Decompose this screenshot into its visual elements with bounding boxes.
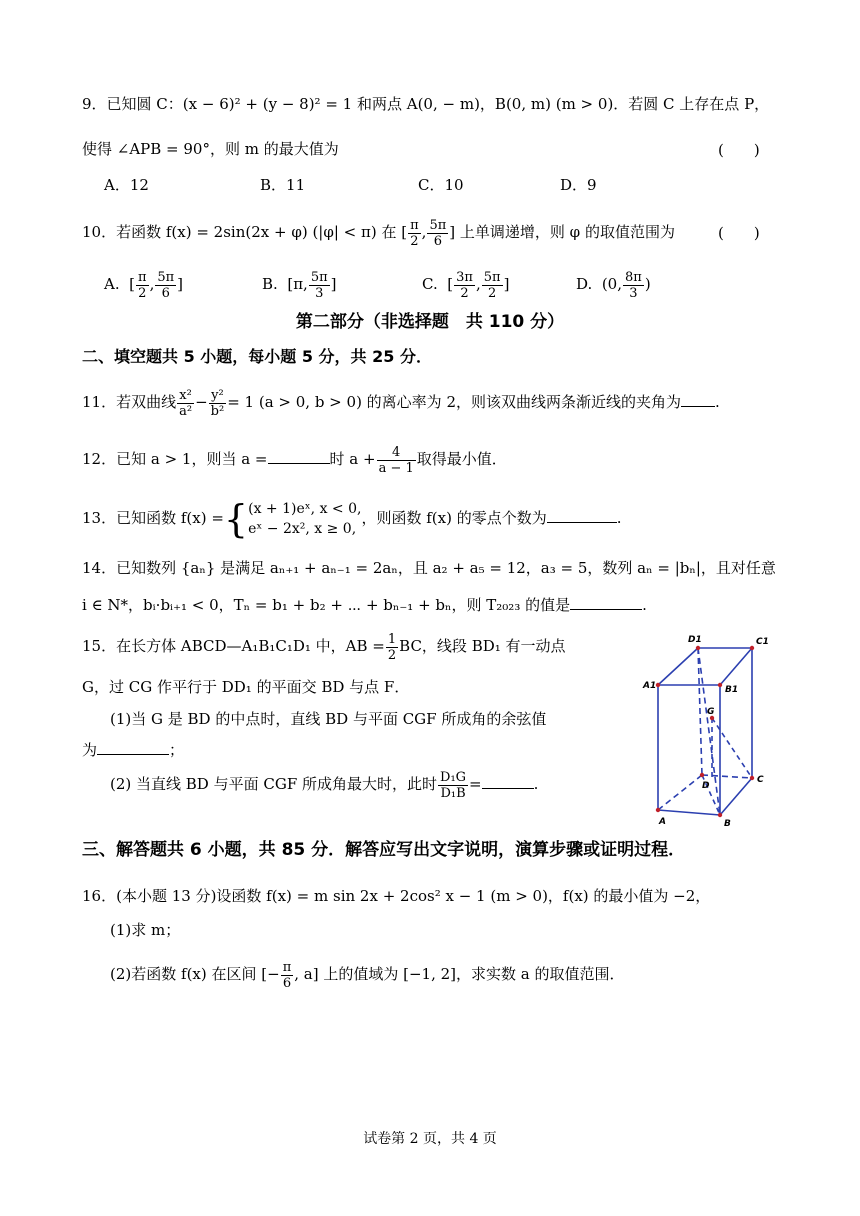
q10-option-c-n2: 5π [483, 269, 501, 285]
q15-sub2-pre: (2) 当直线 BD 与平面 CGF 所成角最大时，此时 [110, 775, 438, 793]
q10-option-a-d2: 6 [161, 285, 170, 301]
q15-sub2-frac [438, 770, 468, 801]
q13-brace: { [223, 497, 249, 541]
q10-option-b-pre: [π, [287, 275, 308, 293]
q16-sub2-frac [281, 960, 294, 991]
q11-suffix: = 1 (a > 0, b > 0) 的离心率为 2，则该双曲线两条渐近线的夹角为 [227, 393, 681, 411]
q13-suffix: ，则函数 f(x) 的零点个数为 [361, 509, 547, 527]
q10-option-a-label: A. [104, 275, 120, 293]
q15-sub2-answer-blank[interactable] [482, 774, 534, 789]
edge-a-d [658, 775, 702, 810]
label-d: D [702, 781, 710, 791]
q10-option-b-post: ] [330, 275, 337, 293]
q10-option-d-pre: (0, [601, 275, 622, 293]
q15-sub2-frac-den: D₁B [440, 785, 466, 801]
point-c1 [750, 646, 754, 650]
edge-d1-d [698, 648, 702, 775]
q9-option-b: B．11 [260, 176, 306, 194]
q12-prefix: 12．已知 a > 1，则当 a = [82, 450, 268, 468]
q9-option-d: D．9 [560, 176, 597, 194]
q10-prefix: 10．若函数 f(x) = 2sin(2x + φ) (|φ| < π) 在 [ [82, 223, 408, 241]
q10-option-c-n1: 3π [456, 269, 473, 285]
q13-stem [82, 494, 622, 542]
label-a1: A1 [643, 681, 657, 691]
q13-end: . [616, 509, 622, 527]
edge-a-b [658, 810, 720, 815]
part2-title: 第二部分（非选择题 共 110 分） [295, 312, 565, 332]
q12-stem [82, 437, 507, 481]
label-b1: B1 [725, 685, 739, 695]
q11-prefix: 11．若双曲线 [82, 393, 177, 411]
q16-sub2-frac-num: π [282, 959, 292, 975]
edge-b-c [720, 778, 752, 815]
q10-interval-b [427, 218, 448, 249]
q13-cases [248, 499, 361, 539]
q10-option-c-pre: [ [447, 275, 454, 293]
page-footer: 试卷第 2 页，共 4 页 [363, 1131, 497, 1147]
q10-option-d-n: 8π [624, 269, 642, 285]
q10-option-c-frac1 [454, 270, 475, 301]
edge-b1-c1 [720, 648, 752, 685]
q10-option-c-post: ] [503, 275, 510, 293]
q16-sub1: (1)求 m； [110, 921, 181, 939]
q13-prefix: 13．已知函数 f(x) = [82, 509, 224, 527]
q10-option-a-pre: [ [129, 275, 136, 293]
q16-sub2-frac-den: 6 [282, 975, 292, 991]
q12-frac-den: a − 1 [378, 460, 414, 476]
q10-answer-bracket: ( ) [718, 224, 760, 242]
q10-option-d-label: D. [576, 275, 593, 293]
q10-option-d-d: 3 [629, 285, 638, 301]
point-a [656, 808, 660, 812]
q10-option-c-d1: 2 [460, 285, 469, 301]
q11-frac1-num: x² [177, 388, 194, 404]
label-g: G [707, 707, 715, 717]
label-a: A [659, 817, 666, 827]
q15-line1 [82, 626, 566, 666]
q11-frac2 [209, 388, 227, 419]
q10-option-d-post: ) [644, 275, 651, 293]
label-c: C [757, 775, 764, 785]
label-c1: C1 [756, 637, 769, 647]
q11-end: . [715, 393, 720, 411]
q10-option-b-n: 5π [310, 269, 328, 285]
q15-sub1-answer-blank[interactable] [97, 740, 169, 755]
q9-line1: 9．已知圆 C：(x − 6)² + (y − 8)² = 1 和两点 A(0, − m)，B(0, m) (m > 0)．若圆 C 上存在点 P， [82, 95, 770, 113]
q10-interval-b-den: 6 [433, 233, 442, 249]
q10-option-c-frac2 [482, 270, 503, 301]
point-b1 [718, 683, 722, 687]
q9-option-a: A．12 [104, 176, 149, 194]
q15-sub1-end: ； [169, 741, 185, 759]
point-d [700, 773, 704, 777]
cuboid-figure [640, 630, 790, 830]
point-d1 [696, 646, 700, 650]
q10-interval-a-den: 2 [410, 233, 419, 249]
q10-option-b-label: B. [262, 275, 278, 293]
q16-line1: 16．(本小题 13 分)设函数 f(x) = m sin 2x + 2cos² x − 1 (m > 0)，f(x) 的最小值为 −2， [82, 887, 711, 905]
q13-case2: eˣ − 2x², x ≥ 0, [248, 521, 357, 537]
q12-frac [377, 445, 416, 476]
q15-sub1-line2 [82, 740, 184, 760]
q10-option-c-label: C. [422, 275, 438, 293]
q10-option-c-d2: 2 [488, 285, 497, 301]
q15-frac [386, 632, 398, 663]
q11-frac1-den: a² [179, 403, 193, 419]
q12-mid: 时 a + [329, 450, 376, 468]
q15-sub2-end: . [533, 775, 539, 793]
q10-interval-b-num: 5π [429, 217, 447, 233]
q10-option-b [262, 264, 337, 304]
q12-answer-blank[interactable] [268, 449, 330, 464]
edge-a1-d1 [658, 648, 698, 685]
q15-sub1-prefix: 为 [82, 741, 98, 759]
q10-stem: 10．若函数 f(x) = 2sin(2x + φ) (|φ| < π) 在 [ $\frac{\pi}{2}$ , $\frac{5\pi}{6}$ ] 上单调递增，则 φ 的取值范围为 [82, 217, 675, 249]
q10-option-d [576, 264, 651, 304]
q10-option-a-n1: π [138, 269, 147, 285]
point-a1 [656, 683, 660, 687]
q10-option-a-post: ] [177, 275, 184, 293]
q10-interval-a [408, 218, 421, 249]
q14-end: . [642, 596, 647, 614]
q10-option-a-frac1 [136, 270, 149, 301]
q13-case1: (x + 1)eˣ, x < 0, [248, 501, 362, 517]
q11-stem [82, 380, 720, 424]
label-b: B [724, 819, 731, 829]
q15-line1-post: BC，线段 BD₁ 有一动点 [399, 637, 566, 655]
q9-line2: 使得 ∠APB = 90°，则 m 的最大值为 [82, 140, 339, 158]
segment-g-c [712, 718, 752, 778]
section2-title: 二、填空题共 5 小题，每小题 5 分，共 25 分． [82, 347, 432, 366]
q9-answer-bracket: ( ) [718, 141, 760, 159]
q16-sub2-post: , a] 上的值域为 [−1, 2]，求实数 a 的取值范围． [294, 965, 625, 983]
q10-option-b-d: 3 [315, 285, 324, 301]
q10-option-a-d1: 2 [138, 285, 147, 301]
point-b [718, 813, 722, 817]
q15-frac-num: 1 [387, 631, 397, 647]
q16-sub2 [110, 952, 625, 996]
q10-option-b-frac [309, 270, 330, 301]
q11-frac2-den: b² [210, 403, 225, 419]
q13-answer-blank[interactable] [547, 508, 617, 523]
q14-line1: 14．已知数列 {aₙ} 是满足 aₙ₊₁ + aₙ₋₁ = 2aₙ，且 a₂ + a₅ = 12，a₃ = 5，数列 aₙ = |bₙ|，且对任意 [82, 559, 776, 577]
q10-option-a-frac2 [155, 270, 176, 301]
q12-suffix: 取得最小值． [416, 450, 507, 468]
q11-frac1 [177, 388, 194, 419]
edge-d-c [702, 775, 752, 778]
q15-sub2-eq: = [469, 775, 482, 793]
q15-line1-pre: 15．在长方体 ABCD—A₁B₁C₁D₁ 中，AB = [82, 637, 385, 655]
q14-line2-text: i ∈ N*，bᵢ·bᵢ₊₁ < 0，Tₙ = b₁ + b₂ + ⋯ + bₙ₋₁ + bₙ，则 T₂₀₂₃ 的值是 [82, 596, 571, 614]
q10-suffix: ] 上单调递增，则 φ 的取值范围为 [449, 223, 675, 241]
q10-option-a: A. [ $\frac{\pi}{2}$ , $\frac{5\pi}{6}$ ] [104, 269, 184, 301]
section3-title: 三、解答题共 6 小题，共 85 分．解答应写出文字说明，演算步骤或证明过程． [82, 840, 686, 860]
point-c [750, 776, 754, 780]
q14-answer-blank[interactable] [570, 595, 642, 610]
q9-option-c: C．10 [418, 176, 464, 194]
q12-frac-num: 4 [377, 445, 416, 461]
q10-option-d-frac [623, 270, 644, 301]
q11-answer-blank[interactable] [681, 392, 715, 407]
q16-sub2-pre: (2)若函数 f(x) 在区间 [− [110, 965, 280, 983]
q15-line2: G，过 CG 作平行于 DD₁ 的平面交 BD 与点 F． [82, 678, 410, 696]
q11-minus: − [195, 393, 208, 411]
q10-interval-a-num: π [410, 217, 419, 233]
q10-option-c: C. [ $\frac{3\pi}{2}$ , $\frac{5\pi}{2}$ ] [422, 269, 510, 301]
q10-option-a-n2: 5π [157, 269, 175, 285]
q15-sub2 [110, 762, 538, 806]
q15-sub2-frac-num: D₁G [440, 769, 467, 785]
q14-line2 [82, 595, 647, 615]
label-d1: D1 [688, 635, 702, 645]
q15-frac-den: 2 [387, 647, 397, 663]
q15-sub1-line1: (1)当 G 是 BD 的中点时，直线 BD 与平面 CGF 所成角的余弦值 [110, 710, 547, 728]
q11-frac2-num: y² [209, 388, 227, 404]
